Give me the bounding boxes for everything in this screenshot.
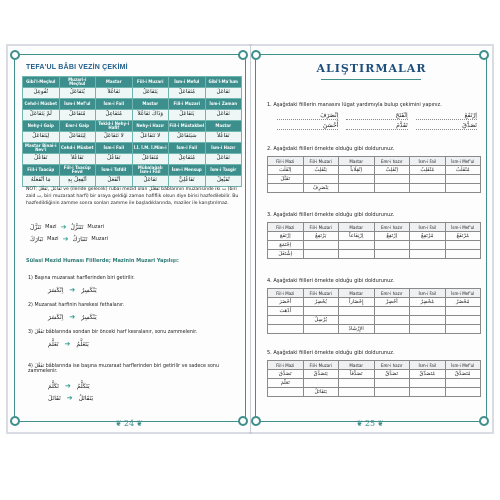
blank-answer-cell — [339, 307, 375, 316]
table-row — [23, 88, 242, 99]
arabic-word: تَنَزَّلَ — [30, 223, 42, 231]
question-text: 5. Aşağıdaki fiilleri örnekte olduğu gibi doldurunuz. — [267, 350, 395, 356]
table-cell: Gibi'l-Ma'lum — [205, 77, 242, 88]
table-cell: İsm-i Fail — [96, 99, 133, 110]
arrow-right-icon: ➔ — [62, 235, 69, 243]
blank-answer-cell — [445, 316, 481, 325]
table-cell: تَعَلَّمَ — [268, 379, 304, 388]
table-cell: مُحْضِرٌ — [410, 298, 446, 307]
table-cell: تَصَدُّقاً — [339, 370, 375, 379]
question-text: 2. Aşağıdaki fiilleri örnekte olduğu gibi doldurunuz. — [267, 146, 395, 152]
table-cell: مُتَصَدَّقٌ — [445, 370, 481, 379]
blank-answer-cell — [410, 175, 446, 184]
table-row — [23, 132, 242, 143]
column-header: Fiil-i Mazi — [268, 289, 304, 298]
blank-answer-cell — [445, 250, 481, 259]
blank-answer-cell — [268, 325, 304, 334]
table-cell: أَتْفَعَلُ — [96, 176, 133, 187]
table-cell: İsm-i Tasgir — [205, 165, 242, 176]
arabic-word: تَتَبَارَكُ — [72, 235, 88, 243]
corner-ornament-icon — [251, 416, 261, 426]
table-cell: لا تَتَفَاعَلْ — [96, 132, 133, 143]
table-cell: تَفَاعُلٌ — [96, 154, 133, 165]
arabic-word: يَنْكَسِرُ — [81, 286, 97, 294]
table-cell: يُتَفَاعَلُ — [59, 88, 96, 99]
blank-answer-cell — [410, 379, 446, 388]
column-header: Fiil-i Mazi — [268, 223, 304, 232]
table-header-row — [268, 361, 481, 370]
table-cell: مُنْقَلِبٌ — [410, 166, 446, 175]
example-pair — [30, 222, 150, 232]
blank-answer-cell — [374, 184, 410, 193]
page-number: ❦ 24 ❦ — [115, 418, 143, 428]
table-cell: اِجْتَمَعَ — [268, 241, 304, 250]
blank-answer-cell — [303, 250, 339, 259]
table-cell: يُحْضِرُ — [303, 298, 339, 307]
table-cell: اِرْتِفَاعاً — [339, 232, 375, 241]
table-row — [268, 298, 481, 307]
table-cell: لا تَتَفَاعَلْ — [132, 132, 169, 143]
page-number-text: 25 — [364, 418, 376, 428]
arabic-word: تَعَلَّمَ — [48, 340, 59, 348]
table-cell: Nehy-i Gaip — [23, 121, 60, 132]
blank-answer-cell — [339, 250, 375, 259]
blank-answer-cell — [268, 388, 304, 397]
example-row — [48, 394, 198, 402]
table-cell: Fiil-i Taacüp — [23, 165, 60, 176]
arabic-word: تَقَاتَلَ — [48, 394, 61, 402]
vocab-item: اِنْفَتَحَ — [346, 112, 407, 120]
table-row — [268, 241, 481, 250]
table-cell: تَفَاعُلاً — [205, 132, 242, 143]
rule-text: 2) Muzaraat harfinin harekesi fethalanır. — [28, 303, 125, 308]
table-row — [268, 307, 481, 316]
column-header: Emr-i hazır — [374, 289, 410, 298]
pair-label: Mazi — [45, 224, 57, 230]
table-cell: Tekid-i Nehy-i Hafif — [96, 121, 133, 132]
arrow-right-icon: ➔ — [64, 340, 71, 348]
table-header-row — [268, 157, 481, 166]
table-cell: لِيَتَفَاعَلْ — [59, 132, 96, 143]
corner-ornament-icon — [10, 416, 20, 426]
blank-answer-cell — [445, 388, 481, 397]
table-cell: تَفَاعُلِيٌّ — [169, 176, 206, 187]
column-header: İsm-i Mef'ul — [445, 361, 481, 370]
corner-ornament-icon — [479, 416, 489, 426]
table-cell: İsm-i Mef'ul — [59, 99, 96, 110]
table-cell: يَنْقَلِبُ — [303, 166, 339, 175]
column-header: Fiil-i Muzari — [303, 157, 339, 166]
pair-label: Muzari — [91, 236, 109, 242]
arabic-word: تَكَلَّمَ — [48, 382, 59, 390]
table-cell: يَنْصَرِفُ — [303, 184, 339, 193]
column-header: Fiil-i Muzari — [303, 289, 339, 298]
table-cell: تَصَدَّقَ — [268, 370, 304, 379]
table-cell: Mastar Binai-i Nev'i — [23, 143, 60, 154]
table-row — [23, 99, 242, 110]
corner-ornament-icon — [238, 416, 248, 426]
table-cell: يَتَفَاعَلُ — [132, 88, 169, 99]
table-cell: مُرْتَفِعٌ — [410, 232, 446, 241]
vocab-item: اِنْصَرَفَ — [277, 112, 338, 120]
table-cell: Mübalağalı İsm-i Fail — [132, 165, 169, 176]
blank-answer-cell — [445, 325, 481, 334]
blank-answer-cell — [374, 388, 410, 397]
page-number-text: 24 — [123, 418, 135, 428]
table-row — [268, 184, 481, 193]
blank-answer-cell — [303, 307, 339, 316]
table-cell: تَفَاعَلْ — [205, 154, 242, 165]
title-divider — [321, 79, 421, 80]
blank-answer-cell — [268, 316, 304, 325]
column-header: Fiil-i Muzari — [303, 223, 339, 232]
table-cell: اِنْقَلِبْ — [374, 166, 410, 175]
note-text: NOT: تَفَاعَلَ ,تَفَعَّلَ ve (ileride gelecek) rubai mezid olan تَفَعْلَلَ bâblarının muzarisinde iki ت (biri zaid ت, biri muzaraat harfi) bir araya geldiği zaman hafiflik olsun diye birisi hazfedilebilir. Bu hazfedildiğinin zamme sonra sonları zamme ile başladıklarında, maziler ile karıştırılmaz. — [26, 187, 239, 206]
corner-ornament-icon — [238, 50, 248, 60]
table-cell: تَفَاعَلَ — [205, 110, 242, 121]
table-cell: مُرْتَفَعٌ — [445, 232, 481, 241]
arrow-right-icon: ➔ — [64, 382, 71, 390]
column-header: Fiil-i Mazi — [268, 361, 304, 370]
blank-answer-cell — [303, 175, 339, 184]
column-header: İsm-i Fail — [410, 223, 446, 232]
table-cell: الإِرْشَادُ — [339, 325, 375, 334]
blank-answer-cell — [410, 388, 446, 397]
table-cell: إِحْضَاراً — [339, 298, 375, 307]
table-cell: تَقَبَّلَ — [268, 175, 304, 184]
table-row — [268, 370, 481, 379]
blank-answer-cell — [303, 325, 339, 334]
table-row — [268, 175, 481, 184]
arabic-word: يَنْكَسِرُ — [81, 313, 97, 321]
arrow-right-icon: ➔ — [69, 313, 76, 321]
table-cell: اِرْتَفَعَ — [268, 232, 304, 241]
exercise-table — [267, 288, 481, 334]
table-cell: أَدْهَبَ — [268, 307, 304, 316]
column-header: İsm-i Mef'ul — [445, 223, 481, 232]
blank-answer-cell — [339, 316, 375, 325]
blank-answer-cell — [410, 241, 446, 250]
table-cell: تُفَيْعِلٌ — [205, 176, 242, 187]
column-header: Fiil-i Muzari — [303, 361, 339, 370]
table-cell: İsm-i Mensup — [169, 165, 206, 176]
blank-answer-cell — [339, 184, 375, 193]
table-cell: أَتْفِعِلْ بِهِ — [59, 176, 96, 187]
conjugation-table — [22, 76, 242, 187]
column-header: Emr-i hazır — [374, 361, 410, 370]
table-row — [23, 176, 242, 187]
table-cell: Fiil-i Muzari — [169, 99, 206, 110]
blank-answer-cell — [339, 175, 375, 184]
table-cell: اِشْتَغَلَ — [268, 250, 304, 259]
vocab-item: اِرْتَفَعَ — [416, 112, 477, 120]
blank-answer-cell — [374, 241, 410, 250]
vocab-item: تَصَدَّقَ — [416, 122, 477, 130]
pair-label: Mazi — [47, 236, 59, 242]
column-header: İsm-i Fail — [410, 157, 446, 166]
exercise-table — [267, 156, 481, 193]
arabic-word: يَتَكَلَّمُ — [76, 382, 90, 390]
table-cell: وَذَاكَ تَفَاعُلاً — [132, 110, 169, 121]
table-cell: مَا أَتْفَعَلَهُ — [23, 176, 60, 187]
blank-answer-cell — [410, 184, 446, 193]
column-header: Emr-i hazır — [374, 223, 410, 232]
table-row — [23, 110, 242, 121]
table-cell: Muzari-i Meçhul — [59, 77, 96, 88]
blank-answer-cell — [374, 307, 410, 316]
question-text: 3. Aşağıdaki fiilleri örnekte olduğu gibi doldurunuz. — [267, 212, 395, 218]
table-cell: Gibi'l-Meçhul — [23, 77, 60, 88]
example-pair — [30, 234, 150, 244]
column-header: İsm-i Fail — [410, 289, 446, 298]
table-row — [23, 143, 242, 154]
table-cell: مُتَفَاعَلٌ — [132, 154, 169, 165]
table-header-row — [268, 289, 481, 298]
table-row — [268, 316, 481, 325]
table-cell: Emr-i Gaip — [59, 121, 96, 132]
table-cell: مُتَفَاعِلٌ — [96, 110, 133, 121]
table-cell: اِنْقَلَبَ — [268, 166, 304, 175]
corner-ornament-icon — [10, 50, 20, 60]
table-row — [23, 154, 242, 165]
table-cell: تُفُوعِلَ — [23, 88, 60, 99]
table-cell: لِيَتَفَاعَلْ — [23, 132, 60, 143]
table-cell: مُتَصَدِّقٌ — [410, 370, 446, 379]
blank-answer-cell — [410, 250, 446, 259]
table-cell: İsm-i Tafdil — [96, 165, 133, 176]
corner-ornament-icon — [479, 50, 489, 60]
blank-answer-cell — [445, 241, 481, 250]
blank-answer-cell — [339, 379, 375, 388]
blank-answer-cell — [445, 307, 481, 316]
blank-answer-cell — [374, 250, 410, 259]
table-cell: تَصَدَّقْ — [374, 370, 410, 379]
arabic-word: يَتَعَلَّمُ — [76, 340, 89, 348]
table-cell: مُحْضَرٌ — [445, 298, 481, 307]
table-cell: Cehd-i Müsbet — [59, 143, 96, 154]
example-row — [48, 382, 198, 390]
blank-answer-cell — [339, 241, 375, 250]
blank-answer-cell — [374, 325, 410, 334]
table-row — [23, 165, 242, 176]
table-cell: مُتَفَاعَلٌ — [59, 110, 96, 121]
blank-answer-cell — [445, 379, 481, 388]
blank-answer-cell — [303, 379, 339, 388]
pair-label: Muzari — [87, 224, 105, 230]
right-page — [251, 46, 492, 432]
table-cell: Fiil-i Taacüp Fevd — [59, 165, 96, 176]
table-row — [268, 379, 481, 388]
table-cell: تَفَاعُلٌ — [23, 154, 60, 165]
column-header: Emr-i hazır — [374, 157, 410, 166]
arabic-word: يَتَقَاتَلُ — [78, 394, 94, 402]
table-cell: İsm-i Zaman — [205, 99, 242, 110]
column-header: Mastar — [339, 361, 375, 370]
left-page — [8, 46, 250, 432]
rule-text: 4) تَفَعَّلَ bâblarında ise başına muzaraat harflerinden biri getirilir ve sadece sonu zammelenir. — [28, 364, 220, 374]
table-row — [268, 388, 481, 397]
column-header: İsm-i Fail — [410, 361, 446, 370]
table-cell: تَفَاعُلاً — [59, 154, 96, 165]
vocab-item: أَحْسَنَ — [277, 122, 338, 130]
column-header: İsm-i Mef'ul — [445, 289, 481, 298]
column-header: Mastar — [339, 157, 375, 166]
exercise-table — [267, 222, 481, 259]
table-cell: يَرْتَفِعُ — [303, 232, 339, 241]
arabic-word: تَبَارَكَ — [30, 235, 44, 243]
table-cell: İsm-i Meful — [169, 77, 206, 88]
table-cell: يَتَصَدَّقُ — [303, 370, 339, 379]
table-cell: Fiil-i Müstakbel — [169, 121, 206, 132]
blank-answer-cell — [410, 316, 446, 325]
table-row — [268, 166, 481, 175]
table-cell: مُتَفَاعَلٌ — [169, 88, 206, 99]
table-cell: تَفَاعَلَ — [205, 88, 242, 99]
vocab-item: تَقَدَّمَ — [346, 122, 407, 130]
table-cell: İ.İ. İ.M. İ.Mim-i — [132, 143, 169, 154]
example-row — [48, 340, 198, 348]
table-cell: مُنْقَلَبٌ — [445, 166, 481, 175]
table-cell: سَيَتَفَاعَلُ — [169, 132, 206, 143]
column-header: İsm-i Mef'ul — [445, 157, 481, 166]
table-row — [268, 250, 481, 259]
table-cell: تَفَاعُلاً — [96, 88, 133, 99]
table-cell: İsm-i Fail — [96, 143, 133, 154]
table-cell: يُرْسِلُ — [303, 316, 339, 325]
table-cell: مُتَفَاعِلٌ — [169, 154, 206, 165]
page-title: ALIŞTIRMALAR — [316, 62, 427, 75]
blank-answer-cell — [374, 379, 410, 388]
corner-ornament-icon — [251, 50, 261, 60]
table-cell: Mastar — [96, 77, 133, 88]
table-row — [23, 77, 242, 88]
table-cell: İsm-i Fail — [169, 143, 206, 154]
arrow-right-icon: ➔ — [60, 223, 67, 231]
table-row — [268, 325, 481, 334]
book-spread — [6, 44, 494, 434]
blank-answer-cell — [268, 184, 304, 193]
table-cell: أَحْضَرَ — [268, 298, 304, 307]
table-cell: لَمْ يَتَفَاعَلْ — [23, 110, 60, 121]
blank-answer-cell — [339, 388, 375, 397]
arrow-right-icon: ➔ — [69, 286, 76, 294]
table-cell: تَفَاعَلٌ — [132, 176, 169, 187]
question-text: 4. Aşağıdaki fiilleri örnekte olduğu gibi doldurunuz. — [267, 278, 395, 284]
table-cell: İsm-i Hazır — [205, 143, 242, 154]
table-row — [268, 232, 481, 241]
blank-answer-cell — [374, 175, 410, 184]
blank-answer-cell — [303, 241, 339, 250]
page-number: ❦ 25 ❦ — [356, 418, 384, 428]
blank-answer-cell — [445, 184, 481, 193]
example-row — [48, 286, 198, 294]
table-header-row — [268, 223, 481, 232]
column-header: Mastar — [339, 223, 375, 232]
table-cell: اِنْقِلَاباً — [339, 166, 375, 175]
table-cell: Nehy-i Hazır — [132, 121, 169, 132]
table-cell: اِرْتَفِعْ — [374, 232, 410, 241]
example-row — [48, 313, 198, 321]
blank-answer-cell — [410, 307, 446, 316]
arabic-word: تَتَنَزَّلُ — [70, 223, 84, 231]
table-row — [23, 121, 242, 132]
table-cell: Cehd-i Müsbet — [23, 99, 60, 110]
rule-text: 3) تَفَعَّلَ bâblarında sondan bir önceki harf kesralanır, sonu zammelenir. — [28, 330, 198, 335]
blank-answer-cell — [445, 175, 481, 184]
table-cell: يَتَفَاعَلُ — [169, 110, 206, 121]
column-header: Mastar — [339, 289, 375, 298]
arabic-word: اِنْكَسَرَ — [48, 286, 64, 294]
arrow-right-icon: ➔ — [66, 394, 73, 402]
vocab-list — [277, 112, 477, 130]
table-cell: يَتَقَاتَلُ — [303, 388, 339, 397]
column-header: Fiil-i Mazi — [268, 157, 304, 166]
table-cell: Mastar — [132, 99, 169, 110]
exercise-table — [267, 360, 481, 397]
section-title: Sülasi Mezid Huması Fiillerde; Mazinin Muzari Yapılışı: — [26, 258, 179, 264]
table-cell: Mastar — [205, 121, 242, 132]
page-title: TEFA'UL BÂBI VEZİN ÇEKİMİ — [26, 64, 128, 71]
blank-answer-cell — [410, 325, 446, 334]
arabic-word: اِنْكَسَرَ — [48, 313, 64, 321]
rule-text: 1) Başına muzaraat harflerinden biri getirilir. — [28, 276, 135, 281]
blank-answer-cell — [374, 316, 410, 325]
question-text: 1. Aşağıdaki fiillerin manasını lügat yardımıyla bulup çekimini yapınız. — [267, 102, 442, 108]
table-cell: Fiil-i Muzari — [132, 77, 169, 88]
table-cell: أَحْضِرْ — [374, 298, 410, 307]
